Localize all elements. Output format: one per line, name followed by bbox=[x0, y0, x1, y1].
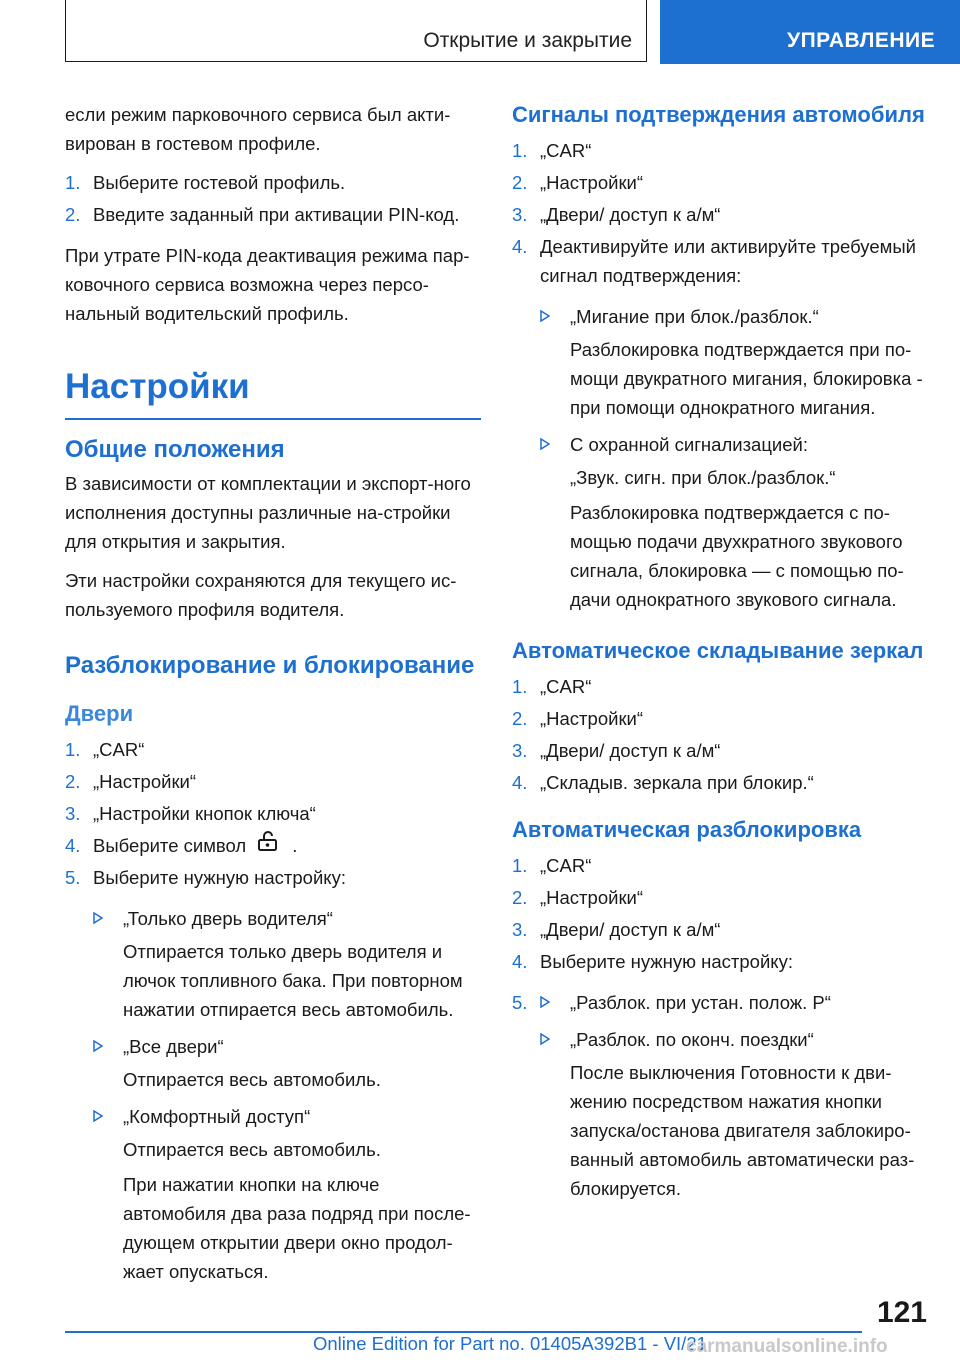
list-item: 1. „CAR“ bbox=[512, 140, 592, 161]
heading-settings: Настройки bbox=[65, 367, 250, 406]
option-item bbox=[512, 302, 932, 331]
edition-text: Online Edition for Part no. 01405A392B1 - VI/21 bbox=[313, 1333, 707, 1354]
general-paragraph-1: В зависимости от комплектации и экспорт-ного исполнения доступны различные на-стройки для открытия и закрытия. bbox=[65, 472, 471, 552]
signals-steps bbox=[512, 136, 932, 290]
intro-paragraph: если режим парковочного сервиса был акти-вирован в гостевом профиле. bbox=[65, 104, 451, 154]
signal-options bbox=[512, 302, 932, 614]
list-item: 4. Выберите нужную настройку: bbox=[512, 951, 793, 972]
doors-steps bbox=[65, 735, 485, 892]
option-item bbox=[65, 1032, 485, 1061]
list-item: 4. Выберите символ . bbox=[65, 831, 485, 860]
list-item: 2. „Настройки“ bbox=[512, 708, 644, 729]
heading-signals: Сигналы подтверждения автомобиля bbox=[512, 102, 925, 127]
intro-note: При утрате PIN-кода деактивация режима пар-ковочного сервиса возможна через персо-нальный водительский профиль. bbox=[65, 245, 470, 324]
list-item: 1. „CAR“ bbox=[512, 855, 592, 876]
triangle-bullet-icon bbox=[540, 438, 549, 450]
right-column bbox=[512, 100, 932, 1209]
option-item bbox=[512, 430, 932, 459]
header-section-tab: УПРАВЛЕНИЕ bbox=[660, 0, 960, 64]
list-item: 5. Выберите нужную настройку: bbox=[65, 866, 346, 888]
list-item: 4. Деактивируйте или активируйте требуемый сигнал подтверждения: bbox=[512, 236, 916, 286]
option-description: Отпирается только дверь водителя и лючок топливного бака. При повторном нажатии отпирается весь автомобиль. bbox=[123, 940, 463, 1020]
option-label: „Комфортный доступ“ bbox=[123, 1105, 311, 1127]
header-title-box bbox=[65, 0, 647, 62]
triangle-bullet-icon bbox=[93, 1110, 102, 1122]
option-description: Отпирается весь автомобиль. bbox=[123, 1138, 381, 1160]
option-label: „Разблок. при устан. полож. P“ bbox=[570, 992, 831, 1013]
option-item bbox=[65, 1102, 485, 1131]
option-description: При нажатии кнопки на ключе автомобиля два раза подряд при после-дующем открытии двери окно продол-жает опускаться. bbox=[123, 1173, 471, 1282]
mirrors-steps bbox=[512, 672, 932, 797]
triangle-bullet-icon bbox=[540, 996, 549, 1008]
option-description: Разблокировка подтверждается с по-мощью подачи двухкратного звукового сигнала, блокировка — с помощью по-дачи однократного звукового сигнала. bbox=[570, 502, 904, 610]
list-item: 1. „CAR“ bbox=[512, 676, 592, 697]
list-item: 4. „Складыв. зеркала при блокир.“ bbox=[512, 772, 814, 793]
option-item bbox=[65, 904, 485, 933]
autounlock-steps bbox=[512, 851, 932, 976]
general-paragraph-2: Эти настройки сохраняются для текущего ис-пользуемого профиля водителя. bbox=[65, 569, 457, 620]
left-column bbox=[65, 100, 485, 1292]
list-item: 3. „Настройки кнопок ключа“ bbox=[65, 802, 316, 824]
header-title: Открытие и закрытие bbox=[423, 29, 632, 52]
option-label: „Мигание при блок./разблок.“ bbox=[570, 306, 819, 327]
car-key-icon bbox=[256, 830, 282, 860]
list-item: 1. Выберите гостевой профиль. bbox=[65, 172, 346, 193]
watermark: carmanualsonline.info bbox=[686, 1336, 888, 1357]
page-number: 121 bbox=[876, 1296, 927, 1329]
heading-unlock: Разблокирование и блокирование bbox=[65, 651, 475, 679]
heading-autounlock: Автоматическая разблокировка bbox=[512, 817, 862, 842]
heading-rule bbox=[65, 418, 481, 420]
heading-mirrors: Автоматическое складывание зеркал bbox=[512, 638, 924, 663]
triangle-bullet-icon bbox=[93, 912, 102, 924]
triangle-bullet-icon bbox=[93, 1040, 102, 1052]
list-item: 3. „Двери/ доступ к а/м“ bbox=[512, 919, 721, 940]
list-item: 3. „Двери/ доступ к а/м“ bbox=[512, 740, 721, 761]
page-header bbox=[65, 0, 960, 66]
option-item: 5. „Разблок. при устан. полож. P“ bbox=[512, 992, 831, 1013]
option-label: „Разблок. по оконч. поездки“ bbox=[570, 1029, 814, 1050]
option-description: Разблокировка подтверждается при по-мощи двукратного мигания, блокировка - при помощи однократного мигания. bbox=[570, 339, 923, 418]
list-item: 2. „Настройки“ bbox=[512, 172, 644, 193]
option-label: „Только дверь водителя“ bbox=[123, 907, 333, 929]
list-item: 2. „Настройки“ bbox=[512, 887, 644, 908]
list-item: 1. „CAR“ bbox=[65, 738, 145, 760]
triangle-bullet-icon bbox=[540, 310, 549, 322]
autounlock-options bbox=[512, 988, 932, 1203]
list-item: 2. „Настройки“ bbox=[65, 770, 197, 792]
option-item bbox=[512, 1025, 932, 1054]
intro-steps bbox=[65, 168, 485, 229]
option-description: „Звук. сигн. при блок./разблок.“ bbox=[570, 467, 836, 488]
doors-options bbox=[65, 904, 485, 1286]
option-description: Отпирается весь автомобиль. bbox=[123, 1068, 381, 1090]
triangle-bullet-icon bbox=[540, 1033, 549, 1045]
list-item: 3. „Двери/ доступ к а/м“ bbox=[512, 204, 721, 225]
heading-doors: Двери bbox=[65, 700, 134, 726]
option-description: После выключения Готовности к дви-жению посредством нажатия кнопки запуска/останова двигателя заблокиро-ванный автомобиль автоматически раз-блокируется. bbox=[570, 1062, 915, 1199]
option-label: „Все двери“ bbox=[123, 1035, 224, 1057]
list-item: 2. Введите заданный при активации PIN-код. bbox=[65, 204, 460, 225]
heading-general: Общие положения bbox=[65, 435, 285, 463]
option-label: С охранной сигнализацией: bbox=[570, 434, 809, 455]
